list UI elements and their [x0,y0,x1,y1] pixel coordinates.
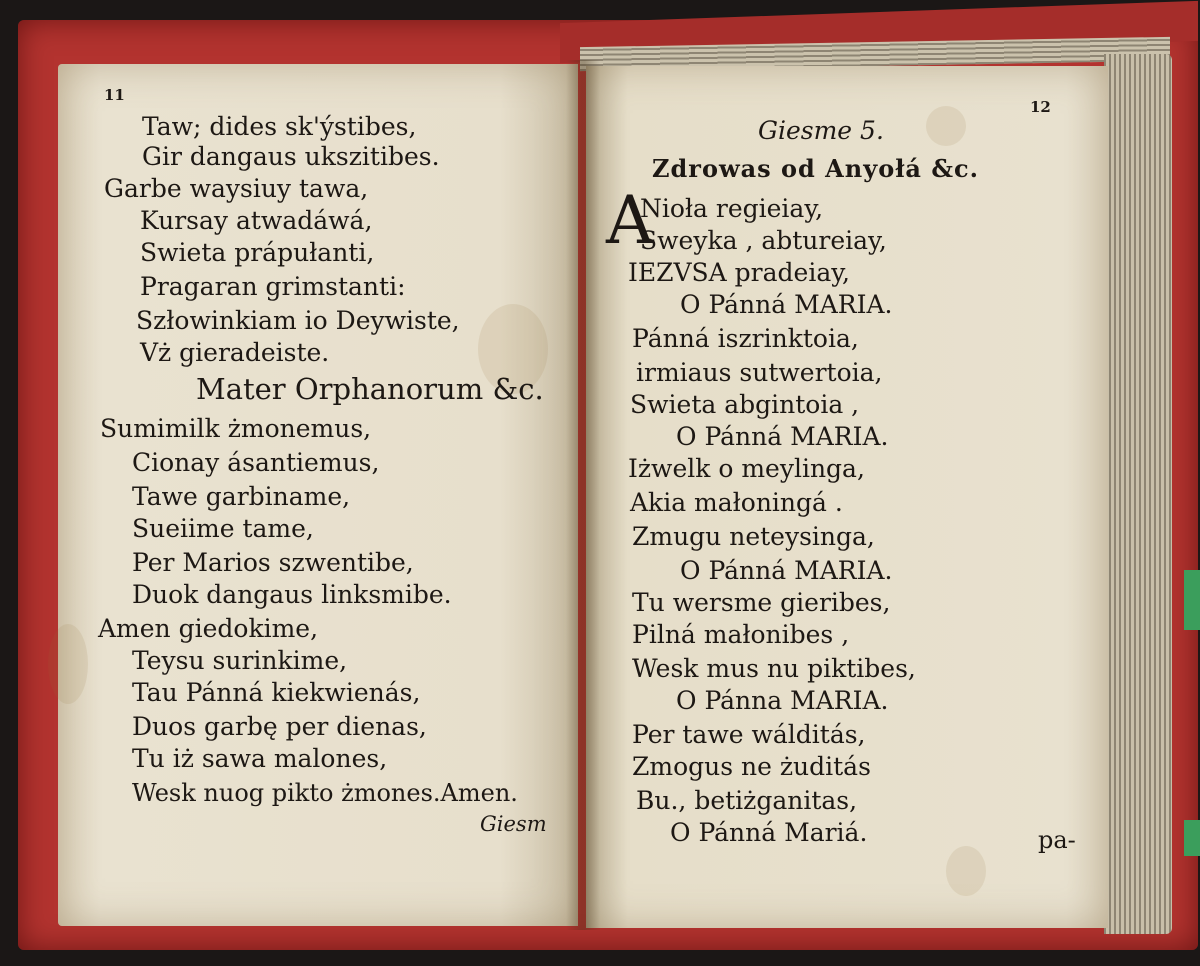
verse-line: Garbe waysiuy tawa, [104,174,369,203]
paper-stain [926,106,966,146]
verse-line: Sumimilk żmonemus, [100,414,372,443]
verse-line: Tau Pánná kiekwienás, [132,678,421,707]
verse-line: Zmogus ne żuditás [632,752,871,781]
verse-line: Kursay atwadáwá, [140,206,373,235]
verse-line: Gir dangaus ukszitibes. [142,142,440,171]
verse-line: Swieta abgintoia , [630,390,860,419]
verse-line: Tawe garbiname, [132,482,351,511]
catchword: pa- [1038,826,1076,854]
verse-line: O Pánná MARIA. [680,556,893,585]
verse-line: Duok dangaus linksmibe. [132,580,452,609]
page-edges-side [1104,54,1172,934]
hymn-subheading: Zdrowas od Anyołá &c. [652,154,979,183]
right-page-number: 12 [1030,98,1051,116]
verse-line: Taw; dides sk'ýstibes, [142,112,417,141]
verse-line: IEZVSA pradeiay, [628,258,850,287]
verse-line: Cionay ásantiemus, [132,448,380,477]
paper-stain [946,846,986,896]
paper-stain [48,624,88,704]
verse-line: Amen giedokime, [98,614,319,643]
verse-line: O Pánna MARIA. [676,686,889,715]
verse-line: O Pánná MARIA. [680,290,893,319]
verse-line: Per tawe wálditás, [632,720,866,749]
verse-line: O Pánná MARIA. [676,422,889,451]
green-ribbon-top [1184,570,1200,630]
verse-line: Swieta prápułanti, [140,238,375,267]
drop-cap: A [606,182,654,259]
verse-line: Wesk mus nu piktibes, [632,654,916,683]
verse-line: Akia małoningá . [630,488,843,517]
verse-line: Wesk nuog pikto żmones.Amen. [132,779,518,807]
verse-line: Vż gieradeiste. [140,338,330,367]
verse-line: Pilná małonibes , [632,620,850,649]
verse-line: Iżwelk o meylinga, [628,454,865,483]
green-ribbon-bottom [1184,820,1200,856]
verse-line: Sweyka , abtureiay, [640,226,887,255]
verse-line: Szłowinkiam io Deywiste, [136,306,460,335]
verse-line: Bu., betiżganitas, [636,786,858,815]
hymn-heading: Giesme 5. [758,116,884,145]
left-page-number: 11 [104,86,125,104]
verse-line: Pragaran grimstanti: [140,272,406,301]
verse-line: Tu iż sawa malones, [132,744,388,773]
verse-line: Tu wersme gieribes, [632,588,891,617]
verse-line: Nioła regieiay, [640,194,824,223]
verse-line: O Pánná Mariá. [670,818,868,847]
verse-line: Duos garbę per dienas, [132,712,427,741]
book-gutter [566,60,600,930]
catchword: Giesm [480,812,547,836]
verse-line: Sueiime tame, [132,514,314,543]
section-title: Mater Orphanorum &c. [196,372,544,406]
verse-line: Pánná iszrinktoia, [632,324,859,353]
verse-line: Teysu surinkime, [132,646,348,675]
verse-line: Per Marios szwentibe, [132,548,414,577]
verse-line: irmiaus sutwertoia, [636,358,883,387]
verse-line: Zmugu neteysinga, [632,522,875,551]
